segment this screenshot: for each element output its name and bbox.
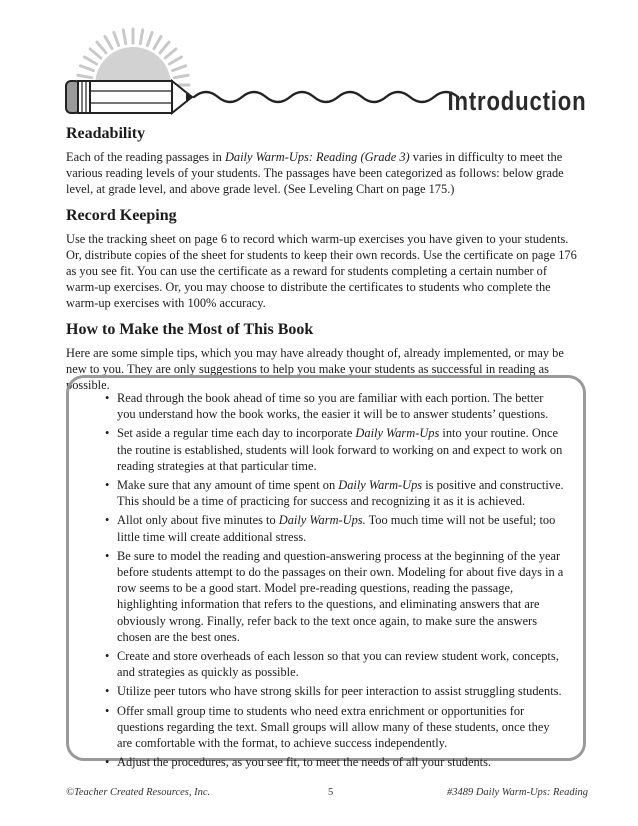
page-header	[0, 0, 638, 122]
tips-list	[69, 378, 583, 770]
footer-book-id: #3489 Daily Warm-Ups: Reading	[446, 787, 588, 798]
section-record-keeping	[66, 206, 578, 312]
intro-content	[66, 124, 578, 401]
section-heading: Readability	[66, 125, 146, 142]
tip-item: • Read through the book ahead of time so you are familiar with each portion. The better you understand how the book works, the easier it will be to answer students’ questions.	[105, 390, 565, 422]
tip-item: • Allot only about five minutes to Daily Warm-Ups. Too much time will not be useful; too little time will create additional stress.	[105, 512, 565, 544]
sun-icon	[77, 29, 189, 85]
tips-box	[66, 375, 586, 770]
section-heading: Record Keeping	[66, 206, 177, 224]
section-readability	[66, 124, 578, 198]
tip-item: • Offer small group time to students who need extra enrichment or opportunities for questions regarding the text. Small groups will allow many of these students, once they are comfortable with the format, to achieve success independently.	[105, 703, 565, 752]
squiggle-line	[194, 92, 458, 102]
tip-item: • Utilize peer tutors who have strong skills for peer interaction to assist struggling students.	[105, 683, 565, 699]
tip-item: • Make sure that any amount of time spent on Daily Warm-Ups is positive and constructive. This should be a time of practicing for success and recognizing it as it is achieved.	[105, 477, 565, 509]
tip-item: • Adjust the procedures, as you see fit, to meet the needs of all your students.	[105, 754, 565, 770]
tip-item: • Be sure to model the reading and question-answering process at the beginning of the year before students attempt to do the passages on their own. Modeling for about five days in a row seems to be a good start. Model pre-reading questions, reading the passage, highlighting information that refers to the questions, and eliminating answers that are obviously wrong. Finally, refer back to the text once again, to make sure the answers chosen are the best ones.	[105, 548, 565, 645]
footer-copyright: ©Teacher Created Resources, Inc.	[66, 787, 211, 798]
section-heading: How to Make the Most of This Book	[66, 320, 314, 338]
tip-item: • Set aside a regular time each day to incorporate Daily Warm-Ups into your routine. Once the routine is established, students will look forward to working on and expect to work on reading strategies at that particular time.	[105, 425, 565, 474]
section-paragraph: Here are some simple tips, which you may have already thought of, already implemented, or may be new to you. They are only suggestions to help you make your students as successful in reading as possible.	[66, 345, 564, 393]
pencil-icon	[66, 81, 194, 113]
page-footer	[66, 787, 588, 803]
footer-page-number: 5	[328, 787, 334, 798]
page-title: Introduction	[447, 86, 586, 116]
section-paragraph: Each of the reading passages in Daily Warm-Ups: Reading (Grade 3) varies in difficulty to meet the various reading levels of your students. The passages have been categorized as follows: below grade level, at grade level, and above grade level. (See Leveling Chart on page 175.)	[66, 150, 564, 197]
tip-item: • Create and store overheads of each lesson so that you can review student work, concepts, and strategies as quickly as possible.	[105, 648, 565, 680]
section-paragraph: Use the tracking sheet on page 6 to record which warm-up exercises you have given to your students. Or, distribute copies of the sheet for students to keep their own records. Use the certificate on page 176 as you see fit. You can use the certificate as a reward for students completing a certain number of warm-up exercises. Or, you may choose to distribute the certificates to students who complete the warm-up exercises with 100% accuracy.	[66, 231, 577, 311]
